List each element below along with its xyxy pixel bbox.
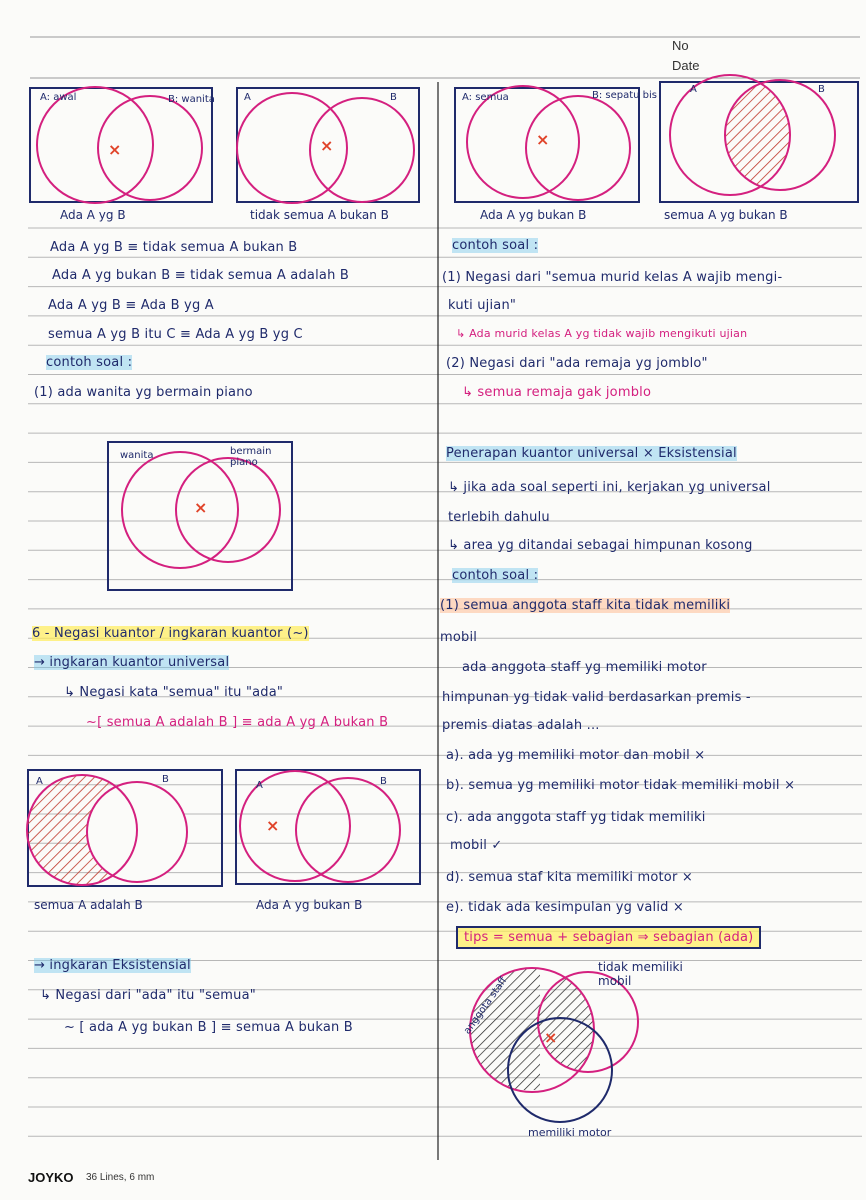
q1-line2: kuti ujian" [448,298,517,313]
right-contoh-soal-2: contoh soal : [452,568,539,583]
contoh-eksistensial: ~ [ ada A yg bukan B ] ≡ semua A bukan B [64,1020,353,1035]
venn1-x-mark: × [108,140,122,159]
penerapan-3: ↳ area yg ditandai sebagai himpunan kosong [448,538,753,553]
venn2-label-b: B [390,92,397,103]
equivalence-1: Ada A yg B ≡ tidak semua A bukan B [50,240,298,255]
venn3-label-a: A: semua [462,92,509,103]
venn-b1-caption: semua A adalah B [34,898,143,912]
penerapan-2: terlebih dahulu [448,510,550,525]
venn-mid-x-mark: × [194,498,208,517]
venn-b2-caption: Ada A yg bukan B [256,898,363,912]
venn1-label-a: A: awal [40,92,77,103]
contoh-c3: ada anggota staff yg memiliki motor [462,660,707,675]
ingkaran-universal: → ingkaran kuantor universal [34,655,230,670]
venn-b1-label-b: B [162,774,169,785]
penerapan-1: ↳ jika ada soal seperti ini, kerjakan yg universal [448,480,771,495]
contoh-c2: mobil [440,630,478,645]
no-label: No [672,38,689,53]
venn-bottom-1 [26,770,226,892]
venn-mid-label-a: wanita [120,450,154,461]
venn-b2-label-a: A [256,780,263,791]
venn-mid-label-b: bermain piano [230,446,272,468]
q2: (2) Negasi dari "ada remaja yg jomblo" [446,356,708,371]
equivalence-4: semua A yg B itu C ≡ Ada A yg B yg C [48,327,303,342]
venn-final-label-a: anggota staff [462,975,510,1037]
venn2-caption: tidak semua A bukan B [250,208,389,222]
venn-bottom-2 [236,770,420,884]
equivalence-3: Ada A yg B ≡ Ada B yg A [48,298,214,313]
option-b: b). semua yg memiliki motor tidak memiliki mobil × [446,778,796,793]
left-contoh-soal: contoh soal : [46,355,133,370]
venn4-label-b: B [818,84,825,95]
venn-final-label-b: tidak memiliki mobil [598,960,683,988]
option-c-cont: mobil ✓ [450,838,503,853]
tip-text: tips = semua + sebagian ⇒ sebagian (ada) [456,926,761,949]
venn1-caption: Ada A yg B [60,208,126,222]
negasi-title [32,626,309,641]
contoh-universal: ~[ semua A adalah B ] ≡ ada A yg A bukan B [86,715,389,730]
venn-b2-x-mark: × [266,816,280,835]
equivalence-2: Ada A yg bukan B ≡ tidak semua A adalah B [52,268,349,283]
negasi-kata-ada: ↳ Negasi dari "ada" itu "semua" [40,988,256,1003]
footer-lines: 36 Lines, 6 mm [86,1172,155,1183]
venn3-x-mark: × [536,130,550,149]
tip-box [456,930,761,945]
penerapan-text: Penerapan kuantor universal × Eksistensial [446,446,737,461]
right-contoh-soal: contoh soal : [452,238,539,253]
date-label: Date [672,58,700,73]
option-e: e). tidak ada kesimpulan yg valid × [446,900,685,915]
q1-line1: (1) Negasi dari "semua murid kelas A wajib mengi- [442,270,783,285]
negasi-title-text: 6 - Negasi kuantor / ingkaran kuantor (~) [32,626,309,641]
venn2-x-mark: × [320,136,334,155]
option-c: c). ada anggota staff yg tidak memiliki [446,810,706,825]
ingkaran-eksistensial: → ingkaran Eksistensial [34,958,191,973]
answer-1: ↳ Ada murid kelas A yg tidak wajib mengikuti ujian [456,327,748,340]
option-d: d). semua staf kita memiliki motor × [446,870,693,885]
negasi-kata-semua: ↳ Negasi kata "semua" itu "ada" [64,685,284,700]
venn4-caption: semua A yg bukan B [664,208,788,222]
venn3-label-b: B: sepatu bis [592,90,658,101]
answer-2: ↳ semua remaja gak jomblo [462,385,652,400]
contoh-c5: premis diatas adalah ... [442,718,600,733]
option-a: a). ada yg memiliki motor dan mobil × [446,748,706,763]
venn-final-label-c: memiliki motor [528,1126,612,1139]
penerapan-title [446,446,737,461]
venn-final-x-mark: × [544,1028,558,1047]
left-example-1: (1) ada wanita yg bermain piano [34,385,253,400]
venn-b2-label-b: B [380,776,387,787]
venn3-caption: Ada A yg bukan B [480,208,587,222]
contoh-c4: himpunan yg tidak valid berdasarkan premis - [442,690,751,705]
ruled-lines [30,37,860,78]
footer-brand: JOYKO [28,1170,74,1185]
venn2-label-a: A [244,92,251,103]
venn1-label-b: B: wanita [168,94,215,105]
venn4-label-a: A [690,84,697,95]
venn-b1-label-a: A [36,776,43,787]
contoh-c1 [440,598,730,613]
contoh-c1-text: (1) semua anggota staff kita tidak memiliki [440,598,731,613]
